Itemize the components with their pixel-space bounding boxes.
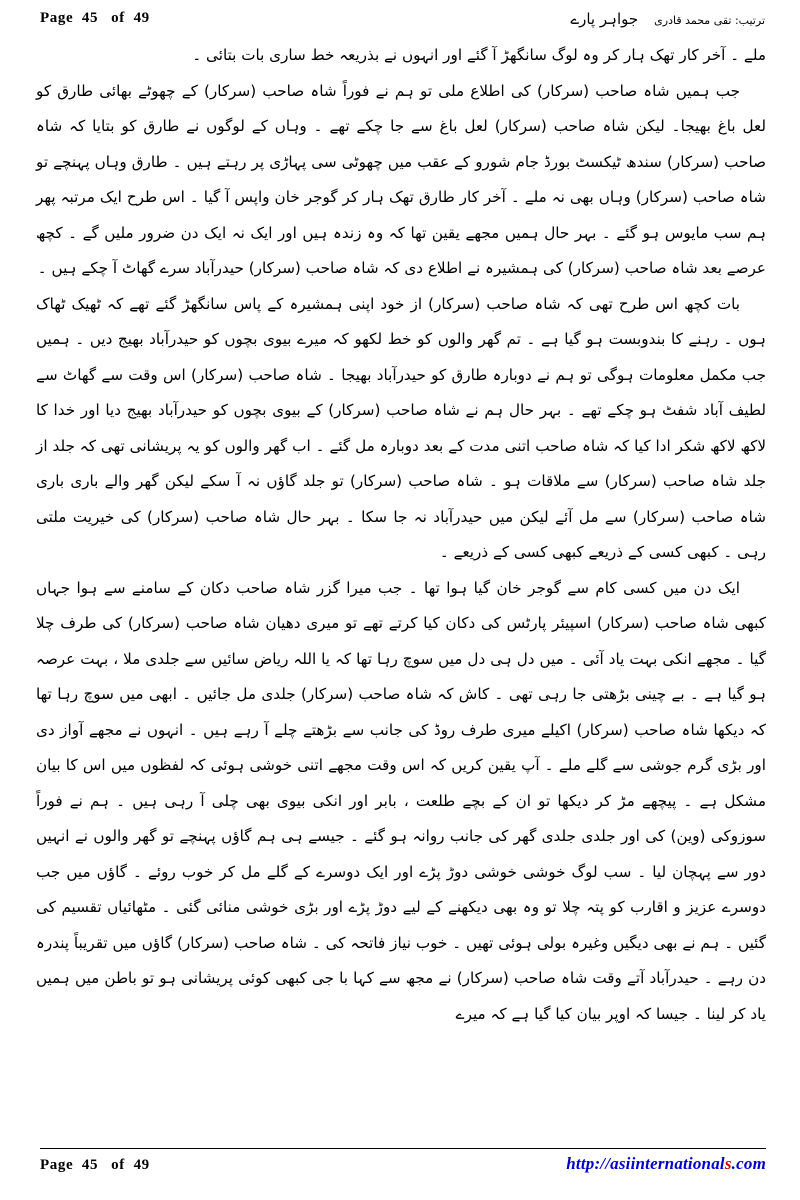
footer-website-link[interactable]: [566, 1154, 766, 1174]
header-compiler-credit: ترتیب: تقی محمد قادری: [654, 14, 765, 27]
footer-divider: [40, 1148, 766, 1149]
footer-url-segment-2: .com: [731, 1154, 766, 1173]
header-page-number: Page 45 of 49: [40, 10, 150, 26]
paragraph: بات کچھ اس طرح تھی کہ شاہ صاحب (سرکار) از خود اپنی ہمشیرہ کے پاس سانگھڑ گئے تھے کہ ٹھیک ٹھاک ہوں ۔ رہنے کا بندوبست ہو گیا ہے ۔ تم گھر والوں کو خط لکھو کہ میرے بیوی بچوں کو حیدرآباد بھیج دیں ۔ ہمیں جب مکمل معلومات ہوگی تو ہم نے دوبارہ طارق کو حیدرآباد بھیجا ۔ شاہ صاحب (سرکار) اس وقت سے گھاٹ سے لطیف آباد شفٹ ہو چکے تھے ۔ بہر حال ہم نے شاہ صاحب (سرکار) کے بیوی بچوں کو حیدرآباد بھیج دیا اور خدا کا لاکھ لاکھ شکر ادا کیا کہ شاہ صاحب اتنی مدت کے بعد دوبارہ مل گئے ۔ اب گھر والوں کو یہ پریشانی تھی کہ جلد از جلد شاہ صاحب (سرکار) سے ملاقات ہو ۔ شاہ صاحب (سرکار) تو جلد گاؤں نہ آ سکے لیکن گھر والے باری باری شاہ صاحب (سرکار) سے مل آئے لیکن میں حیدرآباد نہ جا سکا ۔ بہر حال شاہ صاحب (سرکار) کی خیریت ملتی رہی ۔ کبھی کسی کے ذریعے کبھی کسی کے ذریعے ۔: [36, 294, 766, 561]
paragraph: جب ہمیں شاہ صاحب (سرکار) کی اطلاع ملی تو ہم نے فوراً شاہ صاحب (سرکار) کے چھوٹے بھائی طارق کو لعل باغ بھیجا۔ لیکن شاہ صاحب (سرکار) لعل باغ سے جا چکے تھے ۔ وہاں کے لوگوں نے طارق کو بتایا کہ شاہ صاحب (سرکار) سندھ ٹیکسٹ بورڈ جام شورو کے عقب میں چھوٹی سی پہاڑی پر رہتے ہیں ۔ طارق وہاں پہنچے تو شاہ صاحب (سرکار) وہاں بھی نہ ملے ۔ آخر کار طارق تھک ہار کر گوجر خان واپس آ گیا ۔ اس طرح ایک مرتبہ پھر ہم سب مایوس ہو گئے ۔ بہر حال ہمیں مجھے یقین تھا کہ وہ زندہ ہیں اور ایک نہ ایک دن ضرور ملیں گے ۔ کچھ عرصے بعد شاہ صاحب (سرکار) کی ہمشیرہ نے اطلاع دی کہ شاہ صاحب (سرکار) حیدرآباد سرے گھاٹ آ چکے ہیں ۔: [36, 81, 766, 277]
footer-page-number: Page 45 of 49: [40, 1157, 150, 1173]
header-book-title: جواہر پارے: [570, 10, 639, 28]
footer-url-segment-0: http://asiinternational: [566, 1154, 725, 1173]
footer-row: [40, 1154, 766, 1174]
page-header: [40, 10, 765, 38]
paragraph: ایک دن میں کسی کام سے گوجر خان گیا ہوا تھا ۔ جب میرا گزر شاہ صاحب دکان کے سامنے سے ہوا جہاں کبھی شاہ صاحب (سرکار) اسپیئر پارٹس کی دکان کیا کرتے تھے تو میری دھیان شاہ صاحب (سرکار) کی طرف چلا گیا ۔ مجھے انکی بہت یاد آئی ۔ میں دل ہی دل میں سوچ رہا تھا کہ یا اللہ ریاض سائیں سے جلدی ملا ، بہت عرصہ ہو گیا ہے ۔ بے چینی بڑھتی جا رہی تھی ۔ کاش کہ شاہ صاحب (سرکار) جلدی مل جائیں ۔ ابھی میں سوچ رہا تھا کہ دیکھا شاہ صاحب (سرکار) اکیلے میری طرف روڈ کی جانب سے بڑھتے چلے آ رہے ہیں ۔ انہوں نے مجھے آواز دی اور بڑی گرم جوشی سے گلے ملے ۔ آپ یقین کریں کہ اس وقت مجھے اتنی خوشی ہوئی کہ لفظوں میں اس کا بیان مشکل ہے ۔ پیچھے مڑ کر دیکھا تو ان کے بچے طلعت ، بابر اور انکی بیوی بھی چلی آ رہی ہیں ۔ ہم نے فوراً سوزوکی (وین) کی اور جلدی جلدی گھر کی جانب روانہ ہو گئے ۔ جیسے ہی ہم گاؤں پہنچے تو گھر والوں نے انہیں دور سے پہچان لیا ۔ سب لوگ خوشی خوشی دوڑ پڑے اور ایک دوسرے کے گلے مل کر خوب روئے ۔ گاؤں میں جب دوسرے عزیز و اقارب کو پتہ چلا تو وہ بھی دیکھنے کے لیے دوڑ پڑے اور بڑی خوشی منائی گئی ۔ مٹھائیاں تقسیم کی گئیں ۔ ہم نے بھی دیگیں وغیرہ بولی ہوئی تھیں ۔ خوب نیاز فاتحہ کی ۔ شاہ صاحب (سرکار) گاؤں میں تقریباً پندرہ دن رہے ۔ حیدرآباد آتے وقت شاہ صاحب (سرکار) نے مجھ سے کہا با جی کبھی کوئی پریشانی ہو تو باطن میں ہمیں یاد کر لینا ۔ جیسا کہ اوپر بیان کیا گیا ہے کہ میرے: [36, 578, 766, 1023]
paragraph: ملے ۔ آخر کار تھک ہار کر وہ لوگ سانگھڑ آ گئے اور انہوں نے بذریعہ خط ساری بات بتائی ۔: [192, 46, 766, 64]
footer-url-segment-1: s: [724, 1154, 732, 1173]
body-text-column: [36, 38, 766, 1032]
header-urdu-title-block: [570, 10, 765, 28]
page-footer: [40, 1148, 766, 1174]
